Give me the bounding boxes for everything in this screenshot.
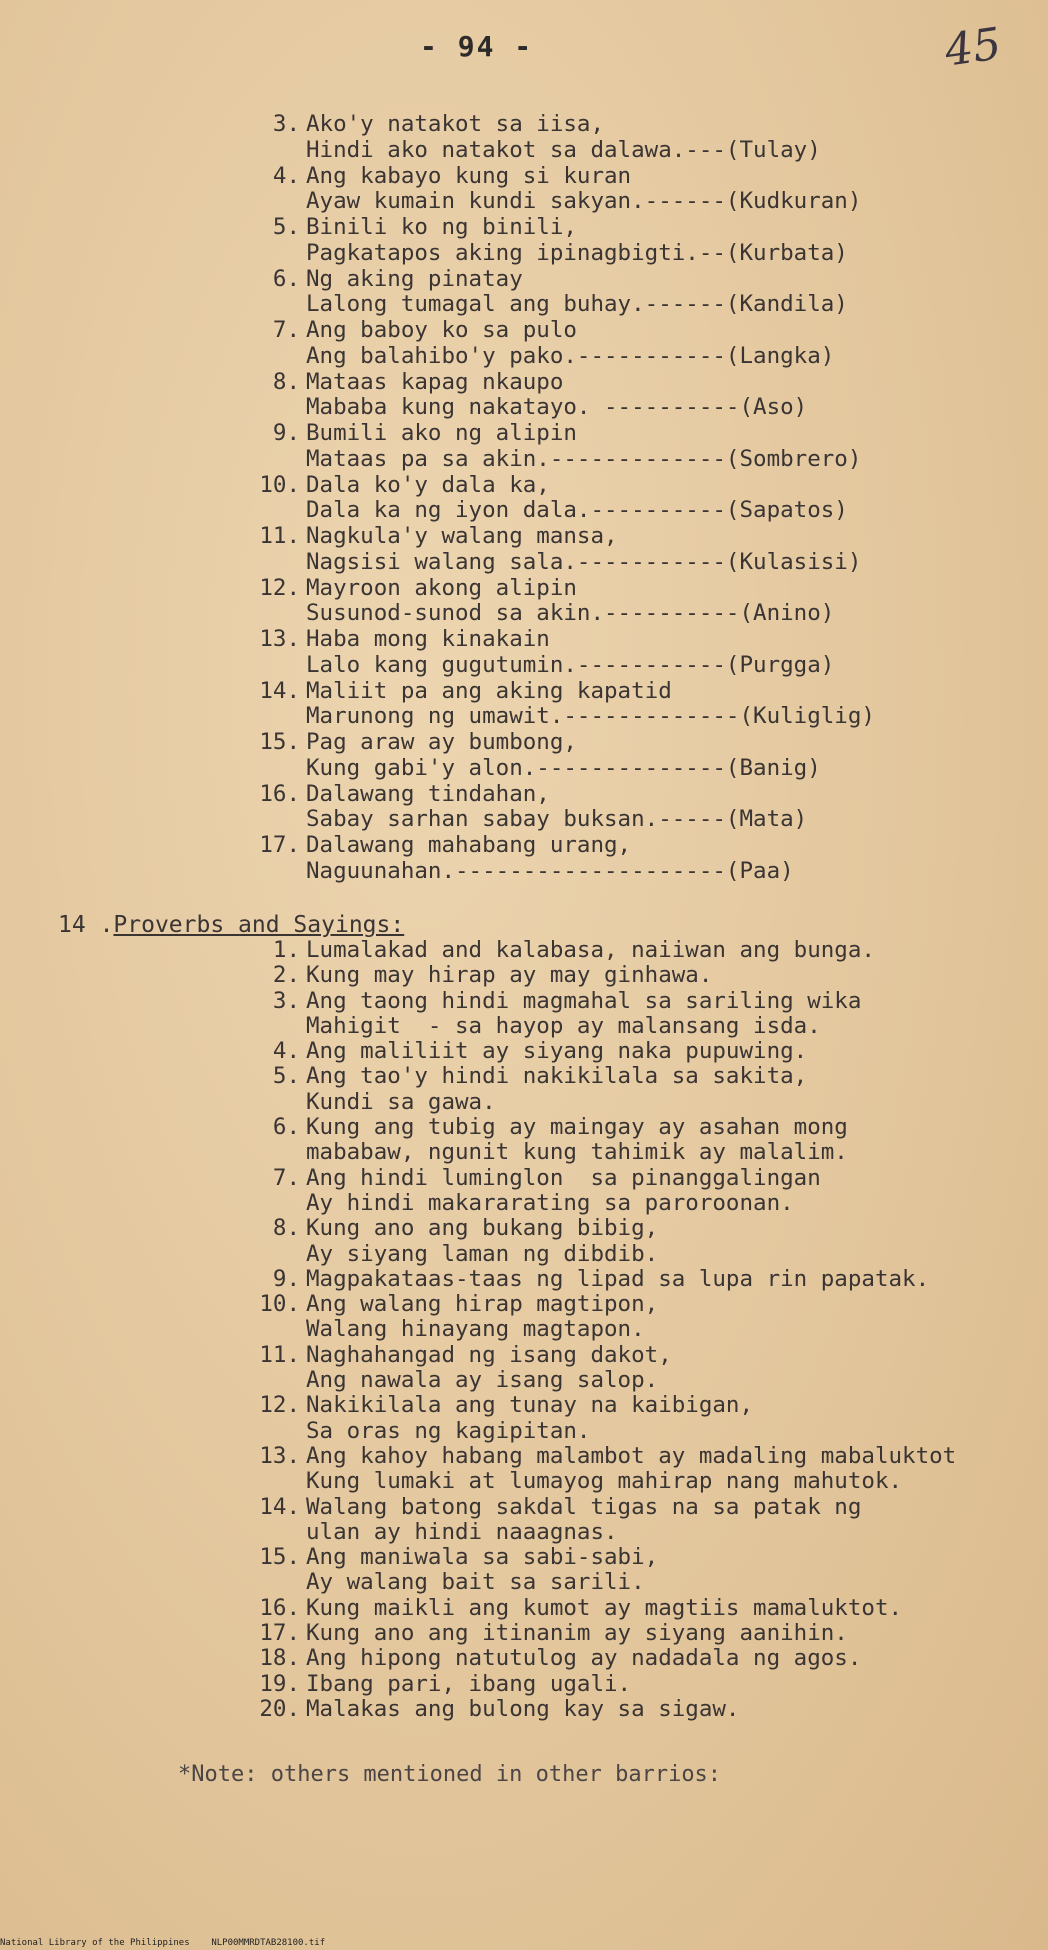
riddle-line: Mababa kung nakatayo. ----------(Aso): [306, 394, 808, 420]
riddle-item: [238, 576, 1028, 628]
proverb-line: Malakas ang bulong kay sa sigaw.: [306, 1695, 740, 1722]
riddle-item: [238, 473, 1028, 525]
proverb-line: Kung ano ang itinanim ay siyang aanihin.: [306, 1620, 848, 1647]
proverb-item: [238, 1444, 1038, 1495]
proverb-line: Kung ano ang bukang bibig,: [306, 1215, 659, 1242]
proverb-line: ulan ay hindi naaagnas.: [306, 1518, 618, 1545]
riddle-item: [238, 318, 1028, 370]
proverb-number: 12.: [259, 1392, 300, 1419]
riddle-line: Pagkatapos aking ipinagbigti.--(Kurbata): [306, 239, 848, 266]
proverb-number: 20.: [259, 1695, 300, 1722]
riddle-item: [238, 421, 1028, 473]
riddle-item: [238, 730, 1028, 782]
riddle-number: 17.: [259, 832, 300, 858]
riddle-line: Nagsisi walang sala.-----------(Kulasisi): [306, 548, 862, 575]
riddle-line: Ang balahibo'y pako.-----------(Langka): [306, 342, 835, 369]
proverb-line: Ang walang hirap magtipon,: [306, 1291, 659, 1318]
proverb-number: 8.: [272, 1215, 300, 1242]
riddle-item: [238, 164, 1028, 216]
riddle-line: Ayaw kumain kundi sakyan.------(Kudkuran): [306, 188, 862, 214]
proverb-number: 13.: [259, 1442, 300, 1469]
proverb-number: 5.: [272, 1063, 300, 1090]
riddle-line: Binili ko ng binili,: [306, 214, 577, 240]
riddle-line: Ng aking pinatay: [306, 265, 523, 292]
section-number: 14: [58, 912, 86, 938]
riddle-line: Dalawang mahabang urang,: [306, 832, 632, 858]
riddle-item: [238, 627, 1028, 679]
riddle-line: Mataas kapag nkaupo: [306, 368, 564, 395]
proverb-item: [238, 1672, 1038, 1697]
proverb-line: Ibang pari, ibang ugali.: [306, 1670, 632, 1697]
proverb-line: Lumalakad and kalabasa, naiiwan ang bunga.: [306, 937, 875, 963]
proverb-item: [238, 989, 1038, 1040]
riddle-line: Susunod-sunod sa akin.----------(Anino): [306, 600, 835, 626]
proverb-line: mababaw, ngunit kung tahimik ay malalim.: [306, 1139, 848, 1166]
proverb-item: [238, 1697, 1038, 1722]
proverb-item: [238, 1545, 1038, 1596]
riddle-line: Haba mong kinakain: [306, 626, 550, 652]
proverb-line: Sa oras ng kagipitan.: [306, 1417, 591, 1444]
proverb-number: 18.: [259, 1645, 300, 1672]
proverb-number: 1.: [272, 937, 300, 963]
proverb-number: 17.: [259, 1620, 300, 1647]
section-heading: [58, 912, 404, 938]
riddle-line: Nagkula'y walang mansa,: [306, 523, 618, 549]
riddle-line: Mayroon akong alipin: [306, 574, 577, 601]
riddle-number: 4.: [272, 162, 300, 189]
riddle-line: Pag araw ay bumbong,: [306, 729, 577, 755]
riddle-item: [238, 782, 1028, 834]
proverb-item: [238, 1495, 1038, 1546]
riddle-line: Marunong ng umawit.-------------(Kuliglig): [306, 703, 875, 729]
riddle-number: 3.: [272, 111, 300, 137]
proverb-number: 4.: [272, 1038, 300, 1065]
proverb-line: Ang hindi luminglon sa pinanggalingan: [306, 1164, 821, 1191]
riddle-line: Lalo kang gugutumin.-----------(Purgga): [306, 651, 835, 678]
riddle-item: [238, 524, 1028, 576]
riddle-line: Naguunahan.--------------------(Paa): [306, 857, 794, 884]
riddle-item: [238, 112, 1028, 164]
riddle-line: Dalawang tindahan,: [306, 780, 550, 807]
proverb-line: Ang tao'y hindi nakikilala sa sakita,: [306, 1063, 808, 1090]
proverb-line: Ang maniwala sa sabi-sabi,: [306, 1544, 659, 1571]
section-prefix: .: [99, 912, 114, 938]
proverb-line: Ang taong hindi magmahal sa sariling wika: [306, 987, 862, 1014]
proverb-line: Kung lumaki at lumayog mahirap nang mahutok.: [306, 1468, 903, 1495]
proverb-line: Kung maikli ang kumot ay magtiis mamaluktot.: [306, 1594, 903, 1621]
riddle-item: [238, 833, 1028, 885]
proverb-line: Naghahangad ng isang dakot,: [306, 1341, 672, 1368]
proverb-item: [238, 1166, 1038, 1217]
proverb-line: Kundi sa gawa.: [306, 1088, 496, 1115]
proverb-line: Ang maliliit ay siyang naka pupuwing.: [306, 1038, 808, 1065]
riddle-number: 6.: [272, 265, 300, 292]
proverb-line: Magpakataas-taas ng lipad sa lupa rin papatak.: [306, 1265, 930, 1292]
riddle-line: Bumili ako ng alipin: [306, 420, 577, 446]
riddle-item: [238, 679, 1028, 731]
proverb-line: Ay hindi makararating sa paroroonan.: [306, 1189, 794, 1216]
proverb-item: [238, 1267, 1038, 1292]
riddle-number: 13.: [259, 626, 300, 652]
proverb-number: 10.: [259, 1291, 300, 1318]
proverb-number: 16.: [259, 1594, 300, 1621]
riddle-number: 11.: [259, 523, 300, 549]
riddle-number: 7.: [272, 317, 300, 343]
proverb-number: 9.: [272, 1265, 300, 1292]
riddle-line: Maliit pa ang aking kapatid: [306, 677, 672, 704]
section-title: Proverbs and Sayings:: [113, 912, 405, 938]
proverb-item: [238, 1039, 1038, 1064]
riddle-number: 9.: [272, 420, 300, 446]
proverb-line: Ay siyang laman ng dibdib.: [306, 1240, 659, 1267]
proverb-number: 7.: [272, 1164, 300, 1191]
proverb-item: [238, 938, 1038, 963]
proverb-item: [238, 1596, 1038, 1621]
proverb-item: [238, 1292, 1038, 1343]
riddle-line: Mataas pa sa akin.-------------(Sombrero): [306, 445, 862, 472]
riddle-number: 15.: [259, 729, 300, 755]
proverb-number: 6.: [272, 1114, 300, 1141]
riddle-line: Lalong tumagal ang buhay.------(Kandila): [306, 291, 848, 317]
proverb-item: [238, 1064, 1038, 1115]
riddle-number: 10.: [259, 471, 300, 498]
proverb-line: Nakikilala ang tunay na kaibigan,: [306, 1392, 754, 1419]
scan-footer: National Library of the Philippines NLP00MMRDTAB28100.tif: [0, 1938, 326, 1948]
proverb-item: [238, 1646, 1038, 1671]
proverb-number: 3.: [272, 987, 300, 1014]
riddles-list: [238, 112, 1028, 885]
proverb-line: Kung ang tubig ay maingay ay asahan mong: [306, 1114, 848, 1141]
note-text: *Note: others mentioned in other barrios:: [178, 1762, 722, 1787]
riddle-number: 8.: [272, 368, 300, 395]
proverb-line: Kung may hirap ay may ginhawa.: [306, 962, 713, 989]
proverb-item: [238, 1216, 1038, 1267]
proverb-line: Ang nawala ay isang salop.: [306, 1367, 659, 1394]
riddle-line: Ang baboy ko sa pulo: [306, 317, 577, 343]
handwritten-folio-number: 45: [941, 18, 1005, 77]
proverb-item: [238, 1343, 1038, 1394]
proverb-item: [238, 1115, 1038, 1166]
riddle-line: Kung gabi'y alon.--------------(Banig): [306, 754, 821, 781]
proverb-number: 2.: [272, 962, 300, 989]
riddle-number: 14.: [259, 677, 300, 704]
riddle-line: Dala ko'y dala ka,: [306, 471, 550, 498]
riddle-item: [238, 267, 1028, 319]
proverb-number: 19.: [259, 1670, 300, 1697]
riddle-number: 12.: [259, 574, 300, 601]
riddle-line: Hindi ako natakot sa dalawa.---(Tulay): [306, 136, 821, 163]
proverb-line: Ang hipong natutulog ay nadadala ng agos.: [306, 1645, 862, 1672]
riddle-line: Dala ka ng iyon dala.----------(Sapatos): [306, 497, 848, 523]
riddle-number: 16.: [259, 780, 300, 807]
proverb-line: Ay walang bait sa sarili.: [306, 1569, 645, 1596]
proverb-line: Walang batong sakdal tigas na sa patak ng: [306, 1493, 862, 1520]
proverb-line: Mahigit - sa hayop ay malansang isda.: [306, 1012, 821, 1039]
riddle-number: 5.: [272, 214, 300, 240]
riddle-line: Sabay sarhan sabay buksan.-----(Mata): [306, 806, 808, 832]
proverb-number: 15.: [259, 1544, 300, 1571]
proverb-number: 11.: [259, 1341, 300, 1368]
proverb-item: [238, 1621, 1038, 1646]
proverb-item: [238, 1393, 1038, 1444]
riddle-line: Ang kabayo kung si kuran: [306, 162, 632, 189]
riddle-line: Ako'y natakot sa iisa,: [306, 111, 605, 137]
page-number: - 94 -: [420, 30, 534, 63]
riddle-item: [238, 370, 1028, 422]
proverb-number: 14.: [259, 1493, 300, 1520]
proverb-line: Ang kahoy habang malambot ay madaling mabaluktot: [306, 1442, 957, 1469]
proverb-line: Walang hinayang magtapon.: [306, 1316, 645, 1343]
riddle-item: [238, 215, 1028, 267]
proverbs-list: [238, 938, 1038, 1722]
proverb-item: [238, 963, 1038, 988]
